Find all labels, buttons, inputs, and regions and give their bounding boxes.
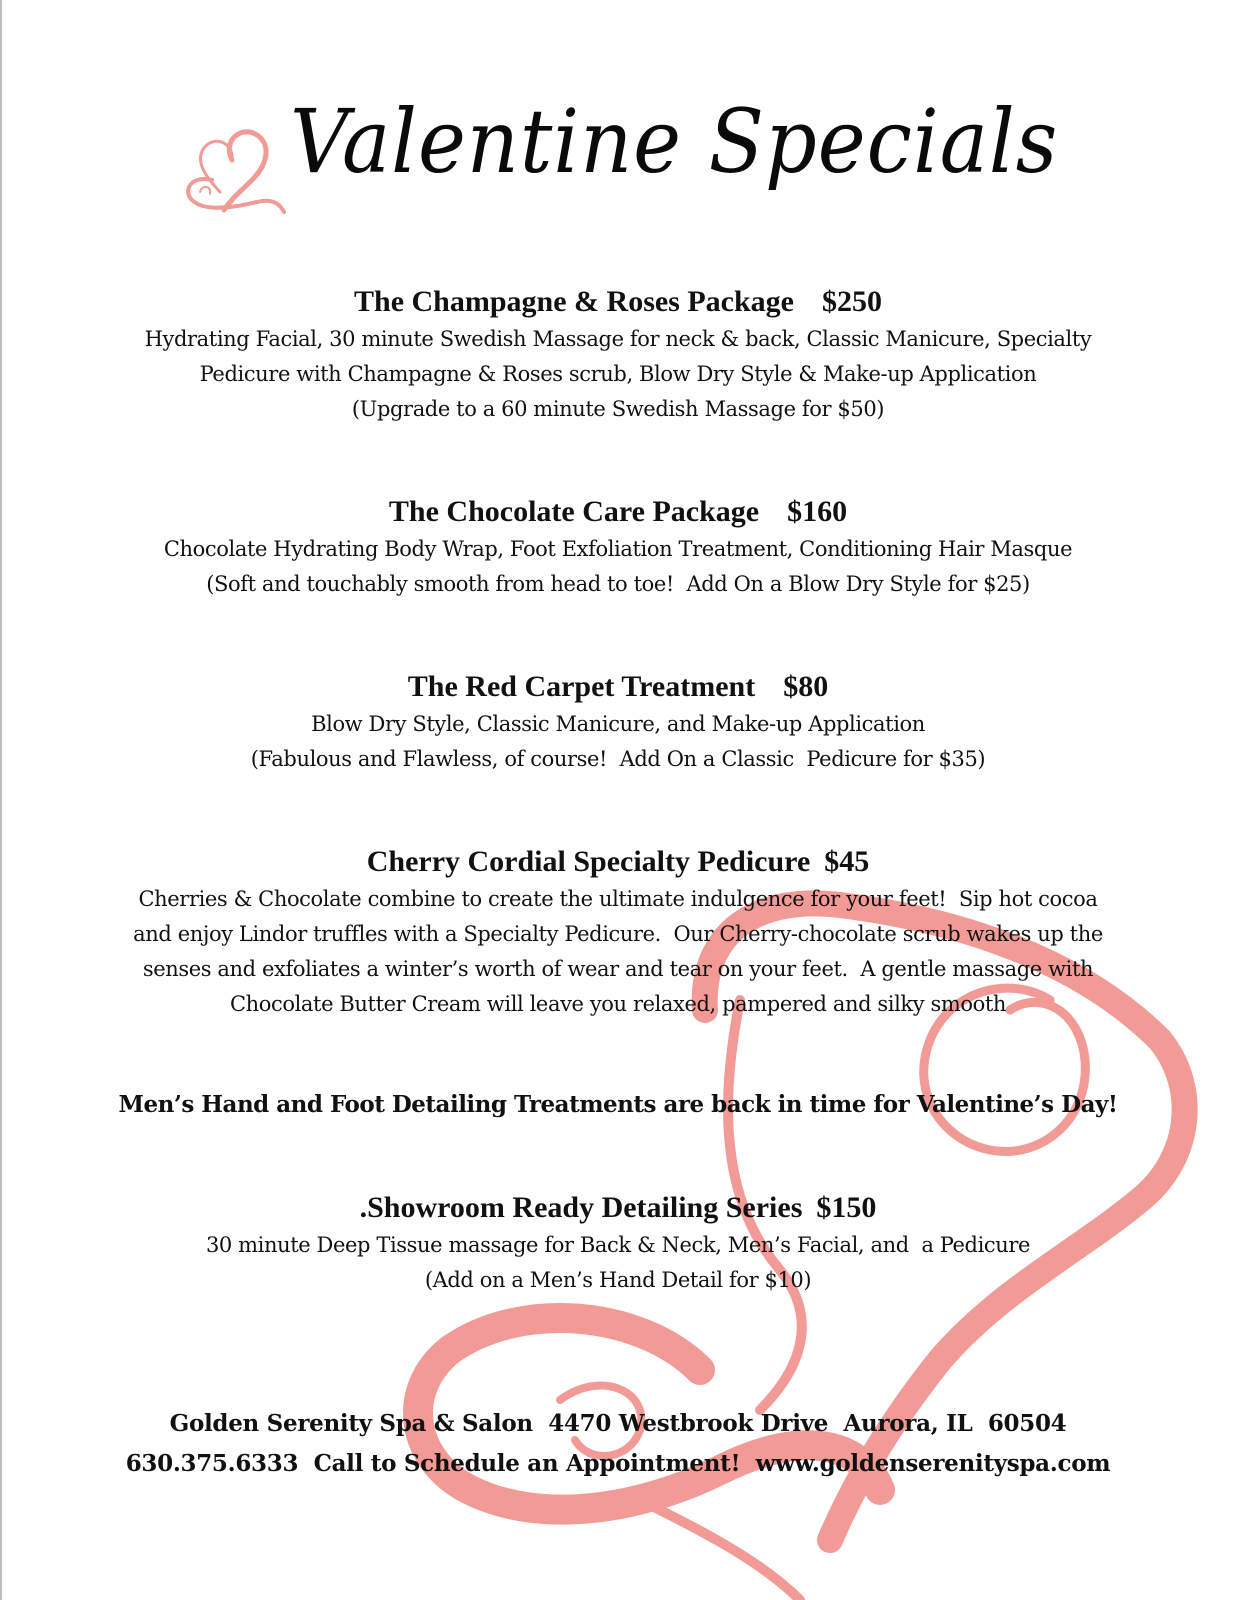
- package-champagne-roses: [0, 282, 1236, 427]
- package-name: The Chocolate Care Package: [388, 495, 760, 528]
- package-description-line: and enjoy Lindor truffles with a Specialty Pedicure. Our Cherry-chocolate scrub wakes up the: [133, 922, 1103, 946]
- package-heading: [0, 667, 1236, 707]
- package-name: The Champagne & Roses Package: [354, 285, 794, 318]
- package-description-line: senses and exfoliates a winter’s worth of wear and tear on your feet. A gentle massage with: [142, 957, 1094, 981]
- mens-announcement: [0, 1085, 1236, 1125]
- package-chocolate-care: [0, 492, 1236, 602]
- announcement-text: Men’s Hand and Foot Detailing Treatments are back in time for Valentine’s Day!: [118, 1091, 1118, 1118]
- package-description-line: (Add on a Men’s Hand Detail for $10): [424, 1268, 812, 1292]
- page-title: Valentine Specials: [290, 90, 1059, 193]
- package-red-carpet: [0, 667, 1236, 777]
- package-cherry-cordial: [0, 842, 1236, 1022]
- title-block: [160, 78, 1060, 248]
- package-name: .Showroom Ready Detailing Series: [359, 1191, 803, 1224]
- package-price: $45: [824, 845, 870, 878]
- package-heading: [0, 1188, 1236, 1228]
- package-heading: [0, 282, 1236, 322]
- package-heading: [0, 492, 1236, 532]
- heart-icon: [172, 120, 292, 220]
- page-edge: [0, 0, 2, 1600]
- package-description-line: Hydrating Facial, 30 minute Swedish Massage for neck & back, Classic Manicure, Specialty: [144, 327, 1092, 351]
- package-description-line: Cherries & Chocolate combine to create the ultimate indulgence for your feet! Sip hot cocoa: [138, 887, 1098, 911]
- package-description-line: 30 minute Deep Tissue massage for Back & Neck, Men’s Facial, and a Pedicure: [205, 1233, 1031, 1257]
- package-showroom-ready: [0, 1188, 1236, 1298]
- package-heading: [0, 842, 1236, 882]
- footer-contact: [0, 1404, 1236, 1484]
- package-description-line: (Fabulous and Flawless, of course! Add On a Classic Pedicure for $35): [250, 747, 986, 771]
- footer-address: Golden Serenity Spa & Salon 4470 Westbrook Drive Aurora, IL 60504: [169, 1410, 1067, 1437]
- package-description-line: (Soft and touchably smooth from head to toe! Add On a Blow Dry Style for $25): [206, 572, 1030, 596]
- package-name: Cherry Cordial Specialty Pedicure: [366, 845, 811, 878]
- package-name: The Red Carpet Treatment: [407, 670, 756, 703]
- package-price: $80: [783, 670, 829, 703]
- package-price: $150: [816, 1191, 877, 1224]
- footer-phone-website: 630.375.6333 Call to Schedule an Appointment! www.goldenserenityspa.com: [125, 1450, 1111, 1477]
- package-description-line: (Upgrade to a 60 minute Swedish Massage for $50): [351, 397, 885, 421]
- package-price: $160: [787, 495, 848, 528]
- package-price: $250: [822, 285, 882, 318]
- package-description-line: Chocolate Hydrating Body Wrap, Foot Exfoliation Treatment, Conditioning Hair Masque: [163, 537, 1073, 561]
- package-description-line: Pedicure with Champagne & Roses scrub, Blow Dry Style & Make-up Application: [199, 362, 1037, 386]
- package-description-line: Chocolate Butter Cream will leave you relaxed, pampered and silky smooth: [229, 992, 1007, 1016]
- package-description-line: Blow Dry Style, Classic Manicure, and Make-up Application: [311, 712, 925, 736]
